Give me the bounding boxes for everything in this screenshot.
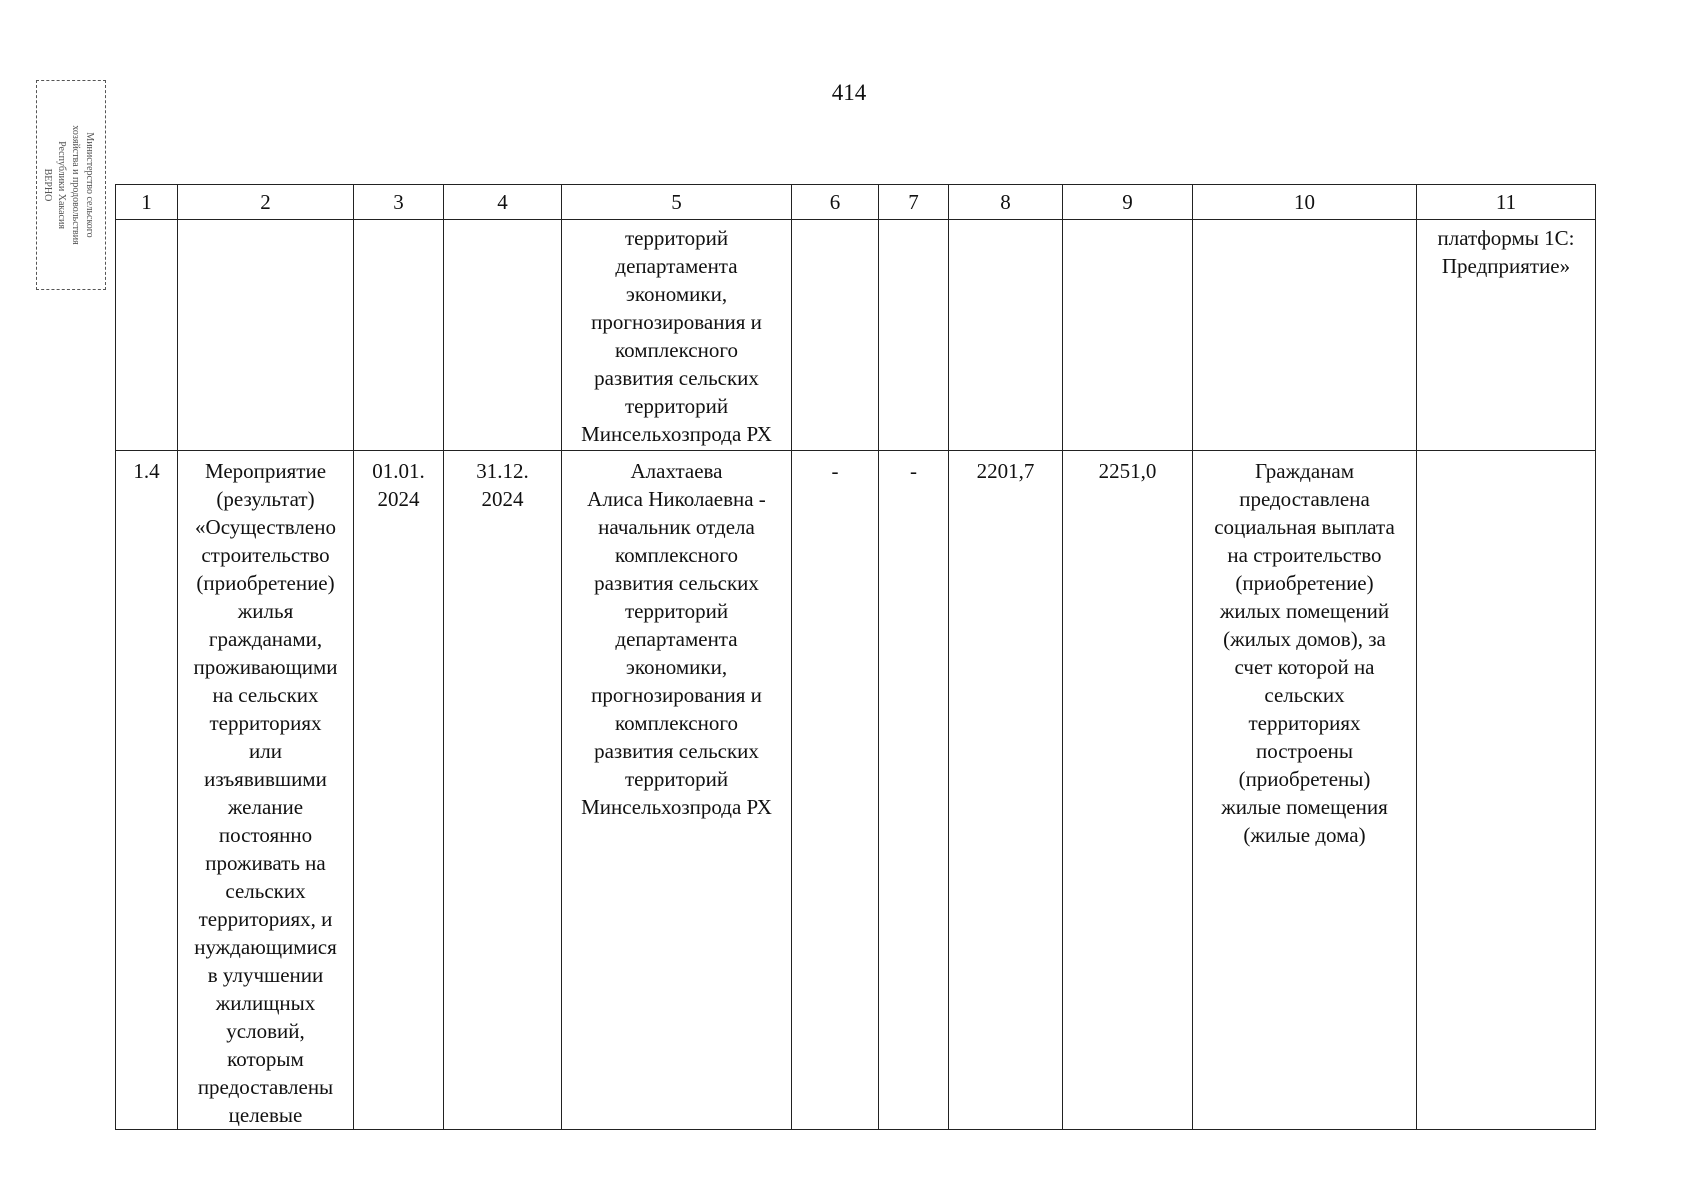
column-header: 8 (949, 185, 1063, 220)
table-cell: Гражданам предоставлена социальная выплата на строительство (приобретение) жилых помещений (жилых домов), за счет которой на сельских территориях построены (приобретены) жилые помещения (жилые дома) (1193, 451, 1417, 1130)
table-cell (354, 220, 444, 451)
stamp-line: Министерство сельского (84, 132, 95, 238)
column-header: 3 (354, 185, 444, 220)
table-header-row (116, 185, 1596, 220)
table-cell: 31.12. 2024 (444, 451, 562, 1130)
column-header: 7 (879, 185, 949, 220)
table-cell: 01.01. 2024 (354, 451, 444, 1130)
table-cell (879, 220, 949, 451)
table-row (116, 220, 1596, 451)
table-cell (444, 220, 562, 451)
table-cell: Мероприятие (результат) «Осуществлено строительство (приобретение) жилья гражданами, проживающими на сельских территориях или изъявившими желание постоянно проживать на сельских территориях, и нуждающимися в улучшении жилищных условий, которым предоставлены целевые (178, 451, 354, 1130)
column-header: 11 (1417, 185, 1596, 220)
table-cell: 2201,7 (949, 451, 1063, 1130)
column-header: 1 (116, 185, 178, 220)
column-header: 9 (1063, 185, 1193, 220)
table-cell (949, 220, 1063, 451)
stamp-line: ВЕРНО (42, 168, 53, 202)
page-number: 414 (831, 80, 867, 105)
table-row (116, 451, 1596, 1130)
table-cell: территорий департамента экономики, прогнозирования и комплексного развития сельских территорий Минсельхозпрода РХ (562, 220, 792, 451)
measures-table (115, 184, 1596, 1130)
table-cell (1193, 220, 1417, 451)
column-header: 5 (562, 185, 792, 220)
table-cell: Алахтаева Алиса Николаевна - начальник отдела комплексного развития сельских территорий департамента экономики, прогнозирования и комплексного развития сельских территорий Минсельхозпрода РХ (562, 451, 792, 1130)
column-header: 10 (1193, 185, 1417, 220)
table-cell: 1.4 (116, 451, 178, 1130)
table-cell (1063, 220, 1193, 451)
table-cell (1417, 451, 1596, 1130)
certification-stamp (36, 80, 106, 290)
table-cell (116, 220, 178, 451)
table-cell: платформы 1С: Предприятие» (1417, 220, 1596, 451)
column-header: 6 (792, 185, 879, 220)
column-header: 4 (444, 185, 562, 220)
table-cell: 2251,0 (1063, 451, 1193, 1130)
stamp-line: Республики Хакасия (56, 141, 67, 229)
table-cell (792, 220, 879, 451)
stamp-line: хозяйства и продовольствия (70, 125, 81, 245)
table-cell (178, 220, 354, 451)
column-header: 2 (178, 185, 354, 220)
table-cell: - (792, 451, 879, 1130)
table-cell: - (879, 451, 949, 1130)
